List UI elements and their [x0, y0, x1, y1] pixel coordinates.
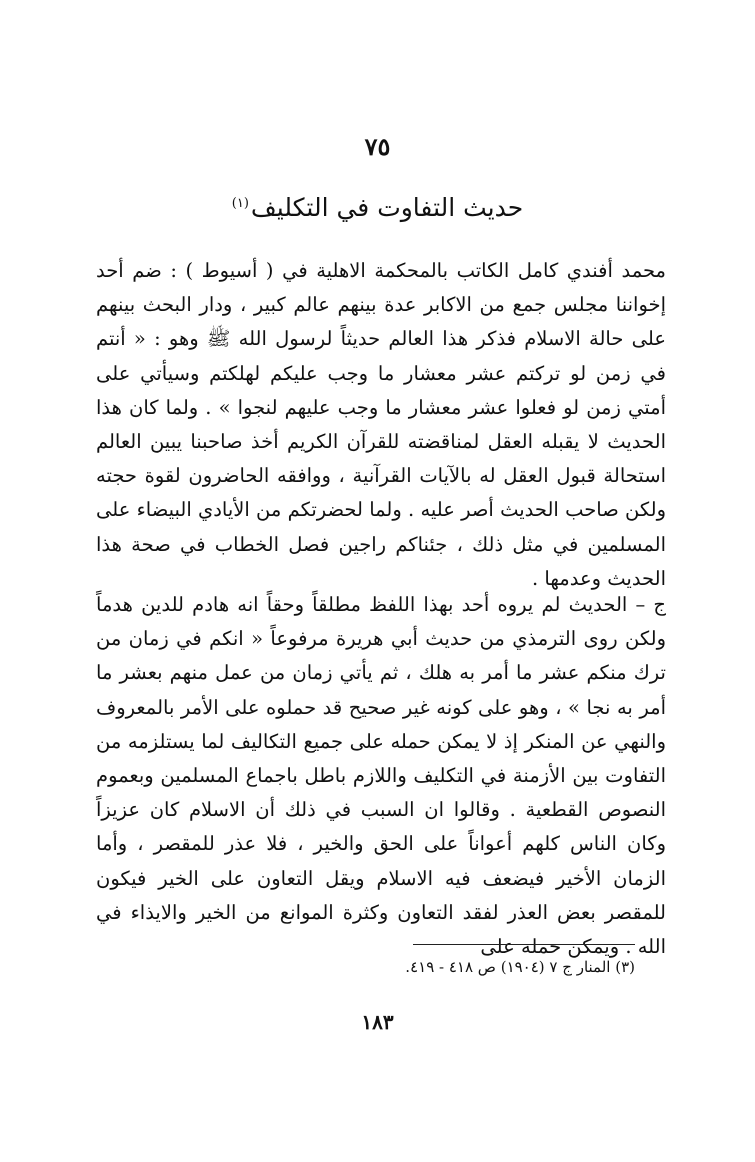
fatwa-number: ٧٥: [364, 132, 391, 161]
fatwa-title: [0, 193, 755, 222]
fatwa-title-text: حديث التفاوت في التكليف: [250, 193, 524, 222]
footnote-divider: [413, 944, 635, 945]
answer-paragraph: ج – الحديث لم يروه أحد بهذا اللفظ مطلقاً وحقاً انه هادم للدين هدماً ولكن روى الترمذي من حديث أبي هريرة مرفوعاً « انكم في زمان من ترك منكم عشر ما أمر به هلك ، ثم يأتي زمان من عمل منهم بعشر ما أمر به نجا » ، وهو على كونه غير صحيح قد حملوه على الأمر بالمعروف والنهي عن المنكر إذ لا يمكن حمله على جميع التكاليف لما يستلزمه من التفاوت بين الأزمنة في التكليف واللازم باطل باجماع المسلمين وبعموم النصوص القطعية . وقالوا ان السبب في ذلك أن الاسلام كان عزيزاً وكان الناس كلهم أعواناً على الحق والخير ، فلا عذر للمقصر ، وأما الزمان الأخير فيضعف فيه الاسلام ويقل التعاون على الخير فيكون للمقصر بعض العذر لفقد التعاون وكثرة الموانع من الخير والايذاء في الله . ويمكن حمله على: [96, 593, 666, 959]
page-number: ١٨٣: [361, 1010, 394, 1034]
footnote-marker: (١): [231, 195, 249, 211]
question-paragraph: محمد أفندي كامل الكاتب بالمحكمة الاهلية في ( أسيوط ) : ضم أحد إخواننا مجلس جمع من الاكابر عدة بينهم عالم كبير ، ودار البحث بينهم على حالة الاسلام فذكر هذا العالم حديثاً لرسول الله ﷺ وهو : « أنتم في زمن لو تركتم عشر معشار ما وجب عليكم لهلكتم وسيأتي على أمتي زمن لو فعلوا عشر معشار ما وجب عليهم لنجوا » . ولما كان هذا الحديث لا يقبله العقل لمناقضته للقرآن الكريم أخذ صاحبنا يبين العالم استحالة قبول العقل له بالآيات القرآنية ، ووافقه الحاضرون لقوة حجته ولكن صاحب الحديث أصر عليه . ولما لحضرتكم من الأيادي البيضاء على المسلمين في مثل ذلك ، جئناكم راجين فصل الخطاب في صحة هذا الحديث وعدمها .: [96, 259, 666, 590]
footnote: (٣) المنار ج ٧ (١٩٠٤) ص ٤١٨ - ٤١٩.: [405, 958, 635, 976]
